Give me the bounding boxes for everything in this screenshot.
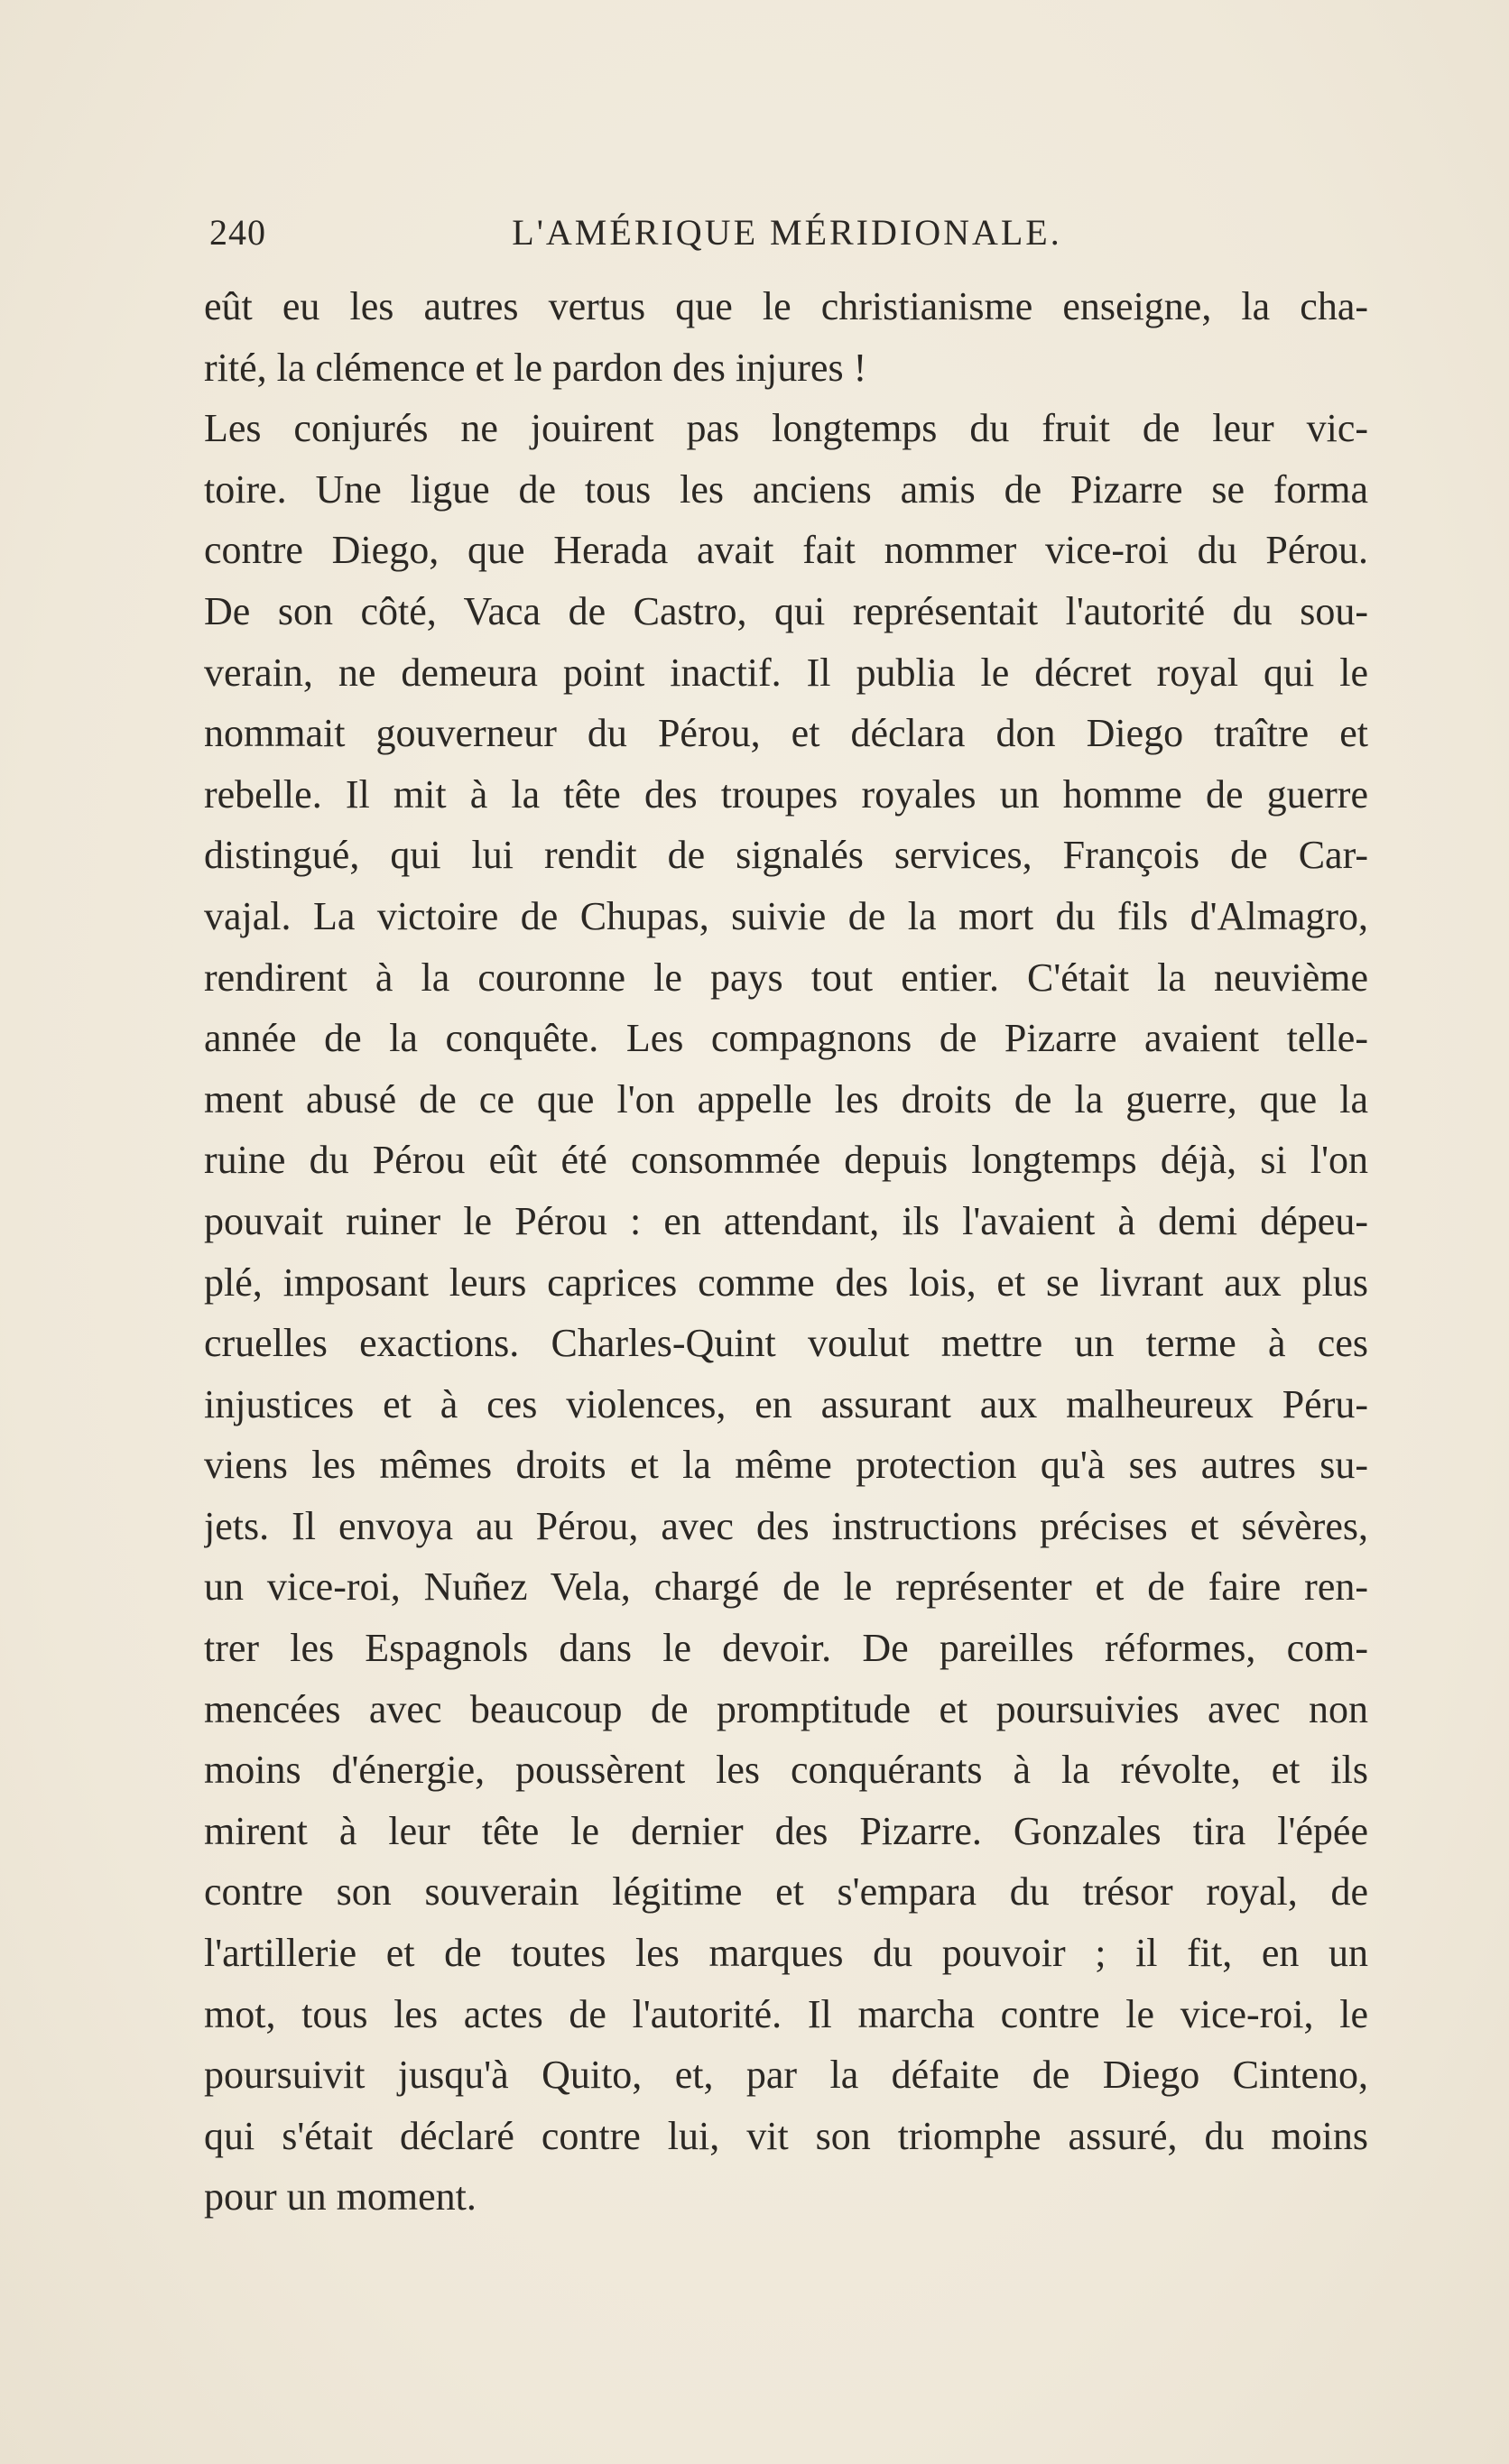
text-line: poursuivit jusqu'à Quito, et, par la défaite de Diego Cinteno, [204,2053,1368,2098]
text-line: viens les mêmes droits et la même protection qu'à ses autres su- [204,1443,1368,1488]
text-line: un vice-roi, Nuñez Vela, chargé de le représenter et de faire ren- [204,1564,1368,1610]
text-line: rendirent à la couronne le pays tout entier. C'était la neuvième [204,955,1368,1000]
text-line: plé, imposant leurs caprices comme des lois, et se livrant aux plus [204,1260,1368,1305]
text-line: l'artillerie et de toutes les marques du pouvoir ; il fit, en un [204,1931,1368,1976]
running-head [209,206,1365,260]
text-line: distingué, qui lui rendit de signalés services, François de Car- [204,833,1368,878]
text-line: ment abusé de ce que l'on appelle les droits de la guerre, que la [204,1076,1368,1121]
text-line: toire. Une ligue de tous les anciens amis de Pizarre se forma [204,466,1368,512]
text-line: injustices et à ces violences, en assurant aux malheureux Péru- [204,1381,1368,1426]
text-line: rité, la clémence et le pardon des injures ! [204,345,867,390]
text-line: contre Diego, que Herada avait fait nommer vice-roi du Pérou. [204,528,1368,573]
text-line: ruine du Pérou eût été consommée depuis longtemps déjà, si l'on [204,1138,1368,1183]
text-line: moins d'énergie, poussèrent les conquérants à la révolte, et ils [204,1748,1368,1793]
text-line: pour un moment. [204,2174,477,2219]
text-line: verain, ne demeura point inactif. Il publia le décret royal qui le [204,650,1368,695]
text-line: trer les Espagnols dans le devoir. De pareilles réformes, com- [204,1626,1368,1671]
text-line: eût eu les autres vertus que le christianisme enseigne, la cha- [204,284,1368,328]
text-line: mencées avec beaucoup de promptitude et poursuivies avec non [204,1686,1368,1731]
text-line: jets. Il envoya au Pérou, avec des instructions précises et sévères, [204,1503,1368,1548]
text-line: Les conjurés ne jouirent pas longtemps du fruit de leur vic- [204,406,1368,451]
text-line: qui s'était déclaré contre lui, vit son triomphe assuré, du moins [204,2113,1368,2158]
text-line: année de la conquête. Les compagnons de Pizarre avaient telle- [204,1016,1368,1061]
text-line: nommait gouverneur du Pérou, et déclara don Diego traître et [204,711,1368,756]
text-line: vajal. La victoire de Chupas, suivie de la mort du fils d'Almagro, [204,893,1368,938]
page-number: 240 [209,212,266,253]
text-line: De son côté, Vaca de Castro, qui représentait l'autorité du sou- [204,588,1368,633]
text-line: mot, tous les actes de l'autorité. Il marcha contre le vice-roi, le [204,1991,1368,2036]
text-line: pouvait ruiner le Pérou : en attendant, ils l'avaient à demi dépeu- [204,1198,1368,1243]
text-line: cruelles exactions. Charles-Quint voulut mettre un terme à ces [204,1321,1368,1366]
text-line: rebelle. Il mit à la tête des troupes royales un homme de guerre [204,771,1368,817]
text-line: contre son souverain légitime et s'empara du trésor royal, de [204,1869,1368,1915]
text-line: mirent à leur tête le dernier des Pizarre. Gonzales tira l'épée [204,1808,1368,1853]
running-title: L'AMÉRIQUE MÉRIDIONALE. [512,212,1062,253]
body-text [204,276,1368,2228]
